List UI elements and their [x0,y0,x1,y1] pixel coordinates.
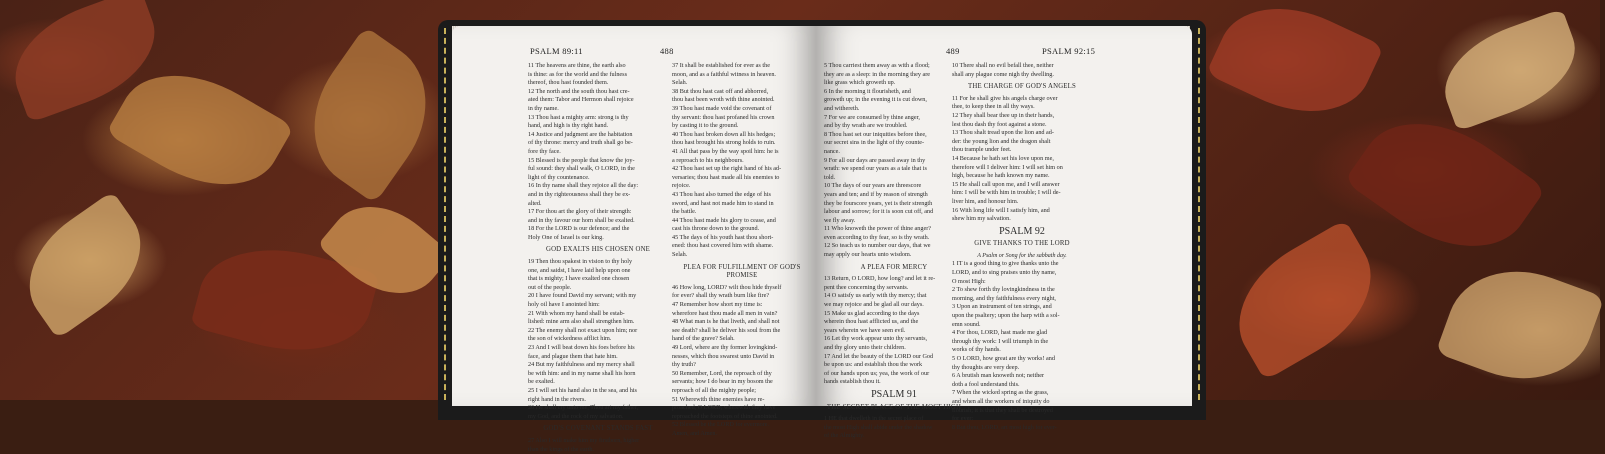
verse-line: 12 They shall bear thee up in their hands, [952,111,1055,119]
verse-line: 1 IT is a good thing to give thanks unto the [952,260,1059,268]
verse-lines [672,62,812,260]
verse-line: 11 Who knoweth the power of thine anger? [824,225,932,233]
verse-line: the battle. [672,208,697,216]
verse-line: works of thy hands. [952,346,1001,354]
verse-line: nesses, which thou swarest unto David in [672,352,775,360]
verse-line: we fly away. [824,216,856,224]
page-number: 488 [660,46,674,56]
verse-line: even according to thy fear, so is thy wrath. [824,233,930,241]
leaf-shape [1435,249,1604,400]
verse-line: 17 For thou art the glory of their strength: [528,208,632,216]
verse-line: is thine: as for the world and the fulness [528,70,627,78]
verse-line: hand of the grave? Selah. [672,335,735,343]
verse-line: 24 But my faithfulness and my mercy shall [528,361,635,369]
verse-line: 26 He shall cry unto me, Thou art my father, [528,404,639,412]
verse-line: doth a fool understand this. [952,380,1020,388]
leaf-shape [1215,219,1395,381]
verse-line: ated them: Tabor and Hermon shall rejoice [528,96,634,104]
verse-line: 8 Thou hast set our iniquities before thee, [824,130,927,138]
verse-line: thee, to keep thee in all thy ways. [952,103,1035,111]
verse-line: thy thoughts are very deep. [952,363,1020,371]
verse-line: 38 But thou hast cast off and abhorred, [672,87,769,95]
verse-line: 39 Thou hast made void the covenant of [672,104,772,112]
psalm-title: PSALM 91 [871,388,917,400]
verse-line: fore thy face. [528,147,561,155]
verse-line: 17 And let the beauty of the LORD our God [824,352,934,360]
leaf-shape [1344,91,1546,279]
verse-line: we may rejoice and be glad all our days. [824,301,924,309]
verse-line: 50 Remember, Lord, the reproach of thy [672,369,772,377]
verse-line: and in thy favour our horn shall be exalted. [528,216,635,224]
verse-line: sword, and hast not made him to stand in [672,199,774,207]
verse-line: 25 I will set his hand also in the sea, and his [528,386,637,394]
verse-line: proached, O LORD; wherewith they have [672,404,776,412]
section-heading: THE SECRET PLACE OF THE MOST HIGH [826,403,962,411]
verse-line: and in thy righteousness shall they be ex- [528,190,631,198]
verse-line: emn sound. [952,320,981,328]
verse-line: the most High shall abide under the shadow [824,423,933,431]
verse-line: for ever: [952,415,974,423]
verse-line: 11 For he shall give his angels charge over [952,94,1058,102]
verse-line: 18 For the LORD is our defence; and the [528,225,630,233]
verse-line: nance. [824,147,840,155]
verse-line: shall any plague come nigh thy dwelling. [952,70,1054,78]
verse-line: of our hands upon us; yea, the work of our [824,369,930,377]
verse-line: 22 The enemy shall not exact upon him; nor [528,326,638,334]
verse-line: thou hast brought his strong holds to ruin. [672,139,776,147]
verse-line: face, and plague them that hate him. [528,352,618,360]
verse-lines [952,62,1092,79]
cover-stitching [444,28,446,400]
leaf-shape [1206,0,1384,137]
verse-line: thou trample under feet. [952,146,1012,154]
verse-line: 51 Wherewith thine enemies have re- [672,395,765,403]
verse-line: 15 He shall call upon me, and I will answer [952,180,1060,188]
verse-line: reproached the footsteps of thine anointed. [672,412,778,420]
verse-lines [952,95,1092,224]
psalm-title: PSALM 92 [999,225,1045,237]
verse-line: hands establish thou it. [824,378,881,386]
verse-line: 2 To shew forth thy lovingkindness in the [952,286,1055,294]
verse-line: and when all the workers of iniquity do [952,397,1050,405]
verse-line: 42 Thou hast set up the right hand of his ad- [672,165,782,173]
verse-line: high, because he hath known my name. [952,172,1050,180]
section-heading: A PLEA FOR MERCY [860,263,928,271]
section-heading: GIVE THANKS TO THE LORD [974,240,1070,248]
verse-line: and by thy wrath are we troubled. [824,122,908,130]
cover-stitching [1198,28,1200,400]
verse-line: they are as a sleep: in the morning they are [824,70,931,78]
leaf-shape [6,191,164,339]
verse-line: wrath: we spend our years as a tale that is [824,165,927,173]
verse-line: be with him: and in my name shall his horn [528,369,636,377]
verse-line: morning, and thy faithfulness every night, [952,294,1056,302]
verse-line: wherefore hast thou made all men in vain? [672,309,778,317]
verse-line: 6 A brutish man knoweth not; neither [952,372,1045,380]
verse-line: O most High: [952,277,986,285]
verse-line: for ever? shall thy wrath burn like fire? [672,292,770,300]
verse-line: of thy throne: mercy and truth shall go be- [528,139,633,147]
verse-lines [528,258,668,421]
verse-line: 5 O LORD, how great are thy works! and [952,355,1055,362]
verse-line: of the Almighty. [824,432,865,440]
verse-line: wherein thou hast afflicted us, and the [824,318,919,326]
verse-line: 49 Lord, where are thy former lovingkind- [672,344,778,351]
verse-line: Selah. [672,251,688,259]
verse-line: groweth up; in the evening it is cut down, [824,96,927,104]
verse-line: thy servant: thou hast profaned his crown [672,113,775,121]
verse-line: 41 All that pass by the way spoil him: he is [672,147,779,155]
verse-line: through thy work: I will triumph in the [952,337,1049,345]
psalm-subtitle: A Psalm or Song for the sabbath day. [977,252,1067,259]
verse-line: 46 How long, LORD? wilt thou hide thyself [672,283,782,291]
verse-line: shew him my salvation. [952,215,1011,223]
verse-line: therefore will I deliver him: I will set him on [952,163,1063,171]
verse-line: 16 With long life will I satisfy him, and [952,206,1050,214]
section-heading: THE CHARGE OF GOD'S ANGELS [967,83,1076,91]
verse-line: 10 The days of our years are threescore [824,182,922,190]
verse-line: 15 Blessed is the people that know the joy- [528,156,635,164]
verse-line: 11 The heavens are thine, the earth also [528,62,626,69]
verse-line: Amen, and Amen. [672,429,718,437]
verse-line: 12 The north and the south thou hast cre- [528,87,630,95]
verse-line: lest thou dash thy foot against a stone. [952,120,1047,128]
verse-line: out of the people. [528,283,572,291]
verse-line: liver him, and honour him. [952,197,1019,205]
verse-line: reproach of all the mighty people; [672,386,757,394]
verse-line: 19 Then thou spakest in vision to thy holy [528,258,633,266]
verse-line: than the kings of the earth. [528,445,594,453]
verse-line: versaries; thou hast made all his enemies to [672,173,780,181]
verse-line: 9 For all our days are passed away in thy [824,156,926,164]
verse-line: alted. [528,199,542,207]
verse-line: der: the young lion and the dragon shalt [952,137,1051,145]
verse-line: they be fourscore years, yet is their strength [824,199,933,207]
verse-lines [824,62,964,260]
verse-line: servants; how I do bear in my bosom the [672,378,773,386]
verse-lines [952,260,1092,432]
verse-line: cast his throne down to the ground. [672,225,760,233]
verse-line: 52 Blessed be the LORD for evermore. [672,421,770,429]
text-column [952,62,1092,432]
verse-line: 7 For we are consumed by thine anger, [824,113,920,121]
verse-lines [672,284,812,439]
verse-line: and withereth. [824,104,860,112]
verse-line: ened: thou hast covered him with shame. [672,242,774,250]
right-page [816,26,1192,440]
verse-line: 15 Make us glad according to the days [824,309,920,317]
verse-line: 13 Return, O LORD, how long? and let it re- [824,275,936,283]
leaf-shape [285,26,455,204]
verse-line: 6 In the morning it flourisheth, and [824,87,911,95]
verse-line: 10 There shall no evil befall thee, neither [952,62,1054,69]
verse-line: a reproach to his neighbours. [672,156,744,164]
verse-line: 23 And I will beat down his foes before his [528,344,635,351]
verse-line: Selah. [672,79,688,87]
verse-line: be upon us: and establish thou the work [824,361,923,369]
verse-line: 20 I have found David my servant; with my [528,292,637,300]
verse-line: see death? shall he deliver his soul from the [672,326,781,334]
verse-line: 40 Thou hast broken down all his hedges; [672,130,776,138]
verse-line: 47 Remember how short my time is: [672,301,763,309]
verse-line: 27 Also I will make him my firstborn, higher [528,436,640,444]
verse-line: LORD, and to sing praises unto thy name, [952,269,1057,277]
verse-line: 14 Because he hath set his love upon me, [952,154,1054,162]
verse-line: my God, and the rock of my salvation. [528,412,624,420]
verse-line: years wherein we have seen evil. [824,326,906,334]
verse-lines [824,275,964,387]
verse-line: 8 But thou, LORD, art most high for ever- [952,423,1057,431]
text-column [824,62,964,441]
verse-line: 43 Thou hast also turned the edge of his [672,190,771,198]
verse-line: right hand in the rivers. [528,395,586,403]
verse-line: 12 So teach us to number our days, that we [824,242,931,250]
page-number: 489 [946,46,960,56]
verse-line: 14 Justice and judgment are the habitation [528,130,633,138]
verse-line: 16 Let thy work appear unto thy servants, [824,335,928,343]
verse-line: the son of wickedness afflict him. [528,335,612,343]
verse-line: thou hast been wroth with thine anointed. [672,96,775,104]
verse-line: in thy name. [528,104,559,112]
running-head: PSALM 92:15 [1042,46,1096,56]
verse-line: 16 In thy name shall they rejoice all the day: [528,182,639,190]
verse-line: 13 Thou hast a mighty arm: strong is thy [528,113,629,121]
verse-line: and thy glory unto their children. [824,344,906,351]
verse-line: 7 When the wicked spring as the grass, [952,389,1049,397]
text-column [672,62,812,439]
verse-lines [824,415,964,441]
left-page [452,26,816,453]
verse-line: holy oil have I anointed him: [528,301,600,309]
text-column [528,62,668,454]
verse-line: like grass which groweth up. [824,79,896,87]
section-heading: PLEA FOR FULFILLMENT OF GOD'S PROMISE [683,263,801,280]
verse-line: lished: mine arm also shall strengthen him. [528,318,635,326]
verse-line: 37 It shall be established for ever as the [672,62,770,69]
verse-line: 14 O satisfy us early with thy mercy; that [824,292,927,300]
verse-line: him: I will be with him in trouble; I will de- [952,189,1061,197]
verse-line: labour and sorrow; for it is soon cut off, and [824,208,934,216]
verse-line: years and ten; and if by reason of strength [824,190,928,198]
verse-lines [528,437,668,454]
verse-line: moon, and as a faithful witness in heaven. [672,70,776,78]
verse-line: 4 For thou, LORD, hast made me glad [952,329,1048,337]
verse-line: 45 The days of his youth hast thou short- [672,233,774,241]
verse-line: one, and saidst, I have laid help upon one [528,266,631,274]
verse-line: ful sound: they shall walk, O LORD, in the [528,165,635,173]
verse-line: rejoice. [672,182,691,190]
verse-line: hand, and high is thy right hand. [528,122,609,130]
section-heading: GOD'S COVENANT STANDS FAST [543,425,653,433]
verse-line: flourish; it is that they shall be destroyed [952,406,1053,414]
running-head: PSALM 89:11 [530,46,583,56]
verse-lines [528,62,668,242]
verse-line: be exalted. [528,378,555,386]
verse-line: 21 With whom my hand shall be estab- [528,309,625,317]
verse-line: upon the psaltery; upon the harp with a sol- [952,312,1060,320]
verse-line: Holy One of Israel is our king. [528,233,604,241]
verse-line: light of thy countenance. [528,173,590,181]
verse-line: 3 Upon an instrument of ten strings, and [952,303,1052,311]
verse-line: 13 Thou shalt tread upon the lion and ad- [952,129,1054,137]
verse-line: by casting it to the ground. [672,122,739,130]
verse-line: thy truth? [672,361,696,369]
verse-line: may apply our hearts unto wisdom. [824,251,912,259]
section-heading: GOD EXALTS HIS CHOSEN ONE [545,246,651,254]
verse-line: 48 What man is he that liveth, and shall not [672,318,780,326]
verse-line: that is mighty; I have exalted one chosen [528,275,630,283]
verse-line: our secret sins in the light of thy counte- [824,139,925,147]
verse-line: 5 Thou carriest them away as with a flood; [824,62,930,69]
verse-line: 1 HE that dwelleth in the secret place of [824,415,924,423]
leaf-shape [1431,8,1590,131]
verse-line: thereof, thou hast founded them. [528,79,609,87]
verse-line: pent thee concerning thy servants. [824,283,909,291]
verse-line: told. [824,173,836,181]
verse-line: 44 Thou hast made his glory to cease, and [672,216,776,224]
